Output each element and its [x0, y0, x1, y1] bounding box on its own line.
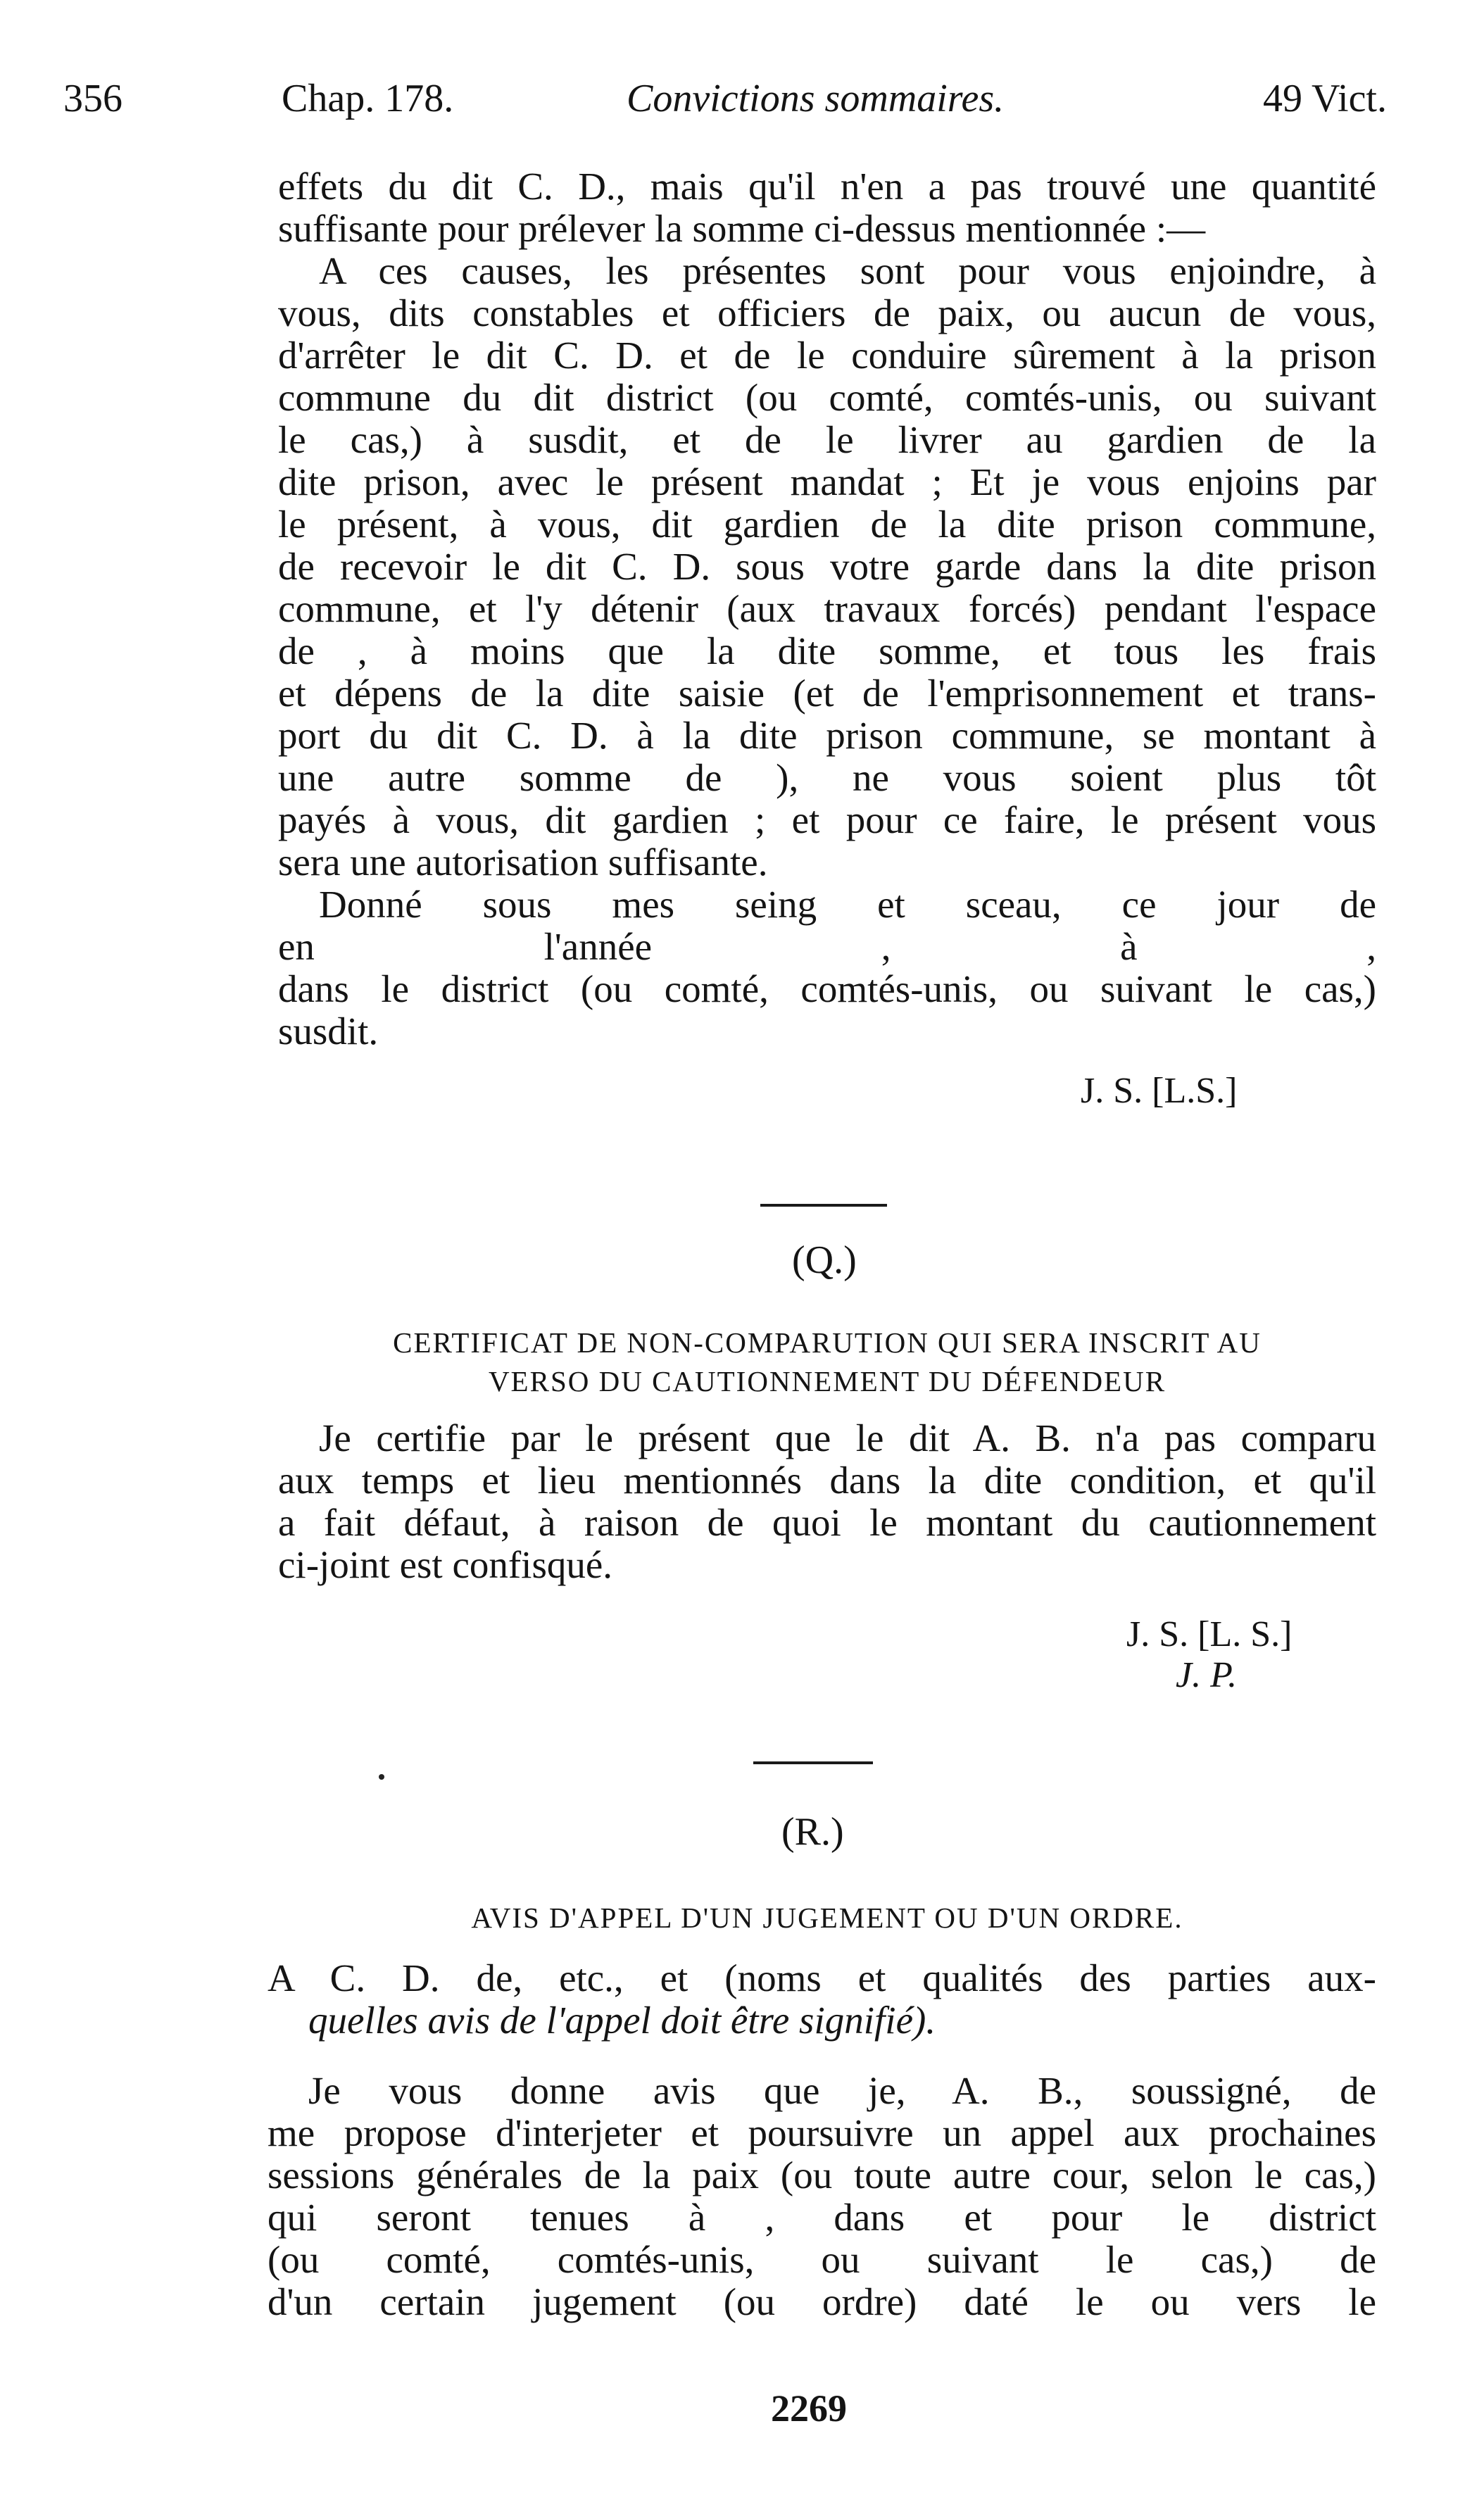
text-line: commune du dit district (ou comté, comtés-unis, ou suivant	[278, 376, 1376, 419]
chapter-label: Chap. 178.	[282, 77, 454, 120]
text-line: payés à vous, dit gardien ; et pour ce faire, le présent vous	[278, 798, 1376, 841]
ink-spot	[379, 1774, 384, 1780]
running-title: Convictions sommaires.	[627, 77, 1005, 120]
text-line: (ou comté, comtés-unis, ou suivant le cas,) de	[268, 2238, 1376, 2281]
text-line: qui seront tenues à , dans et pour le district	[268, 2196, 1376, 2239]
signature-js-q: J. S. [L. S.]	[1126, 1614, 1293, 1654]
text-line: d'arrêter le dit C. D. et de le conduire sûrement à la prison	[278, 334, 1376, 377]
text-line: de recevoir le dit C. D. sous votre garde dans la dite prison	[278, 545, 1376, 588]
certificate-text	[278, 1417, 1376, 1586]
text-line: susdit.	[278, 1010, 379, 1052]
signature-title-jp: J. P.	[1176, 1655, 1238, 1695]
text-line: Je certifie par le présent que le dit A. B. n'a pas comparu	[319, 1416, 1376, 1459]
text-line: quelles avis de l'appel doit être signifié).	[308, 1999, 936, 2042]
text-line: me propose d'interjeter et poursuivre un appel aux prochaines	[268, 2111, 1376, 2154]
section-divider	[753, 1761, 873, 1764]
text-line: ci-joint est confisqué.	[278, 1543, 613, 1586]
text-line: A ces causes, les présentes sont pour vous enjoindre, à	[319, 249, 1376, 292]
text-line: et dépens de la dite saisie (et de l'emprisonnement et trans-	[278, 672, 1376, 715]
signature-js: J. S. [L.S.]	[1081, 1071, 1238, 1111]
text-line: le cas,) à susdit, et de le livrer au gardien de la	[278, 418, 1376, 461]
text-line: en l'année , à ,	[278, 925, 1376, 968]
text-line: a fait défaut, à raison de quoi le montant du cautionnement	[278, 1501, 1376, 1544]
text-line: sera une autorisation suffisante.	[278, 841, 768, 884]
section-q-title-line2: VERSO DU CAUTIONNEMENT DU DÉFENDEUR	[488, 1365, 1167, 1397]
text-line: effets du dit C. D., mais qu'il n'en a pas trouvé une quantité	[278, 165, 1376, 208]
appeal-notice-text	[268, 2070, 1376, 2323]
text-line: une autre somme de ), ne vous soient plus tôt	[278, 756, 1376, 799]
running-header	[63, 76, 1387, 125]
text-line: suffisante pour prélever la somme ci-dessus mentionnée :—	[278, 207, 1206, 250]
text-line: sessions générales de la paix (ou toute autre cour, selon le cas,)	[268, 2154, 1376, 2197]
text-line: Donné sous mes seing et sceau, ce jour de	[319, 883, 1376, 926]
footer-page-number: 2269	[771, 2387, 847, 2430]
section-divider	[760, 1204, 887, 1207]
section-r-title: AVIS D'APPEL D'UN JUGEMENT OU D'UN ORDRE.	[471, 1902, 1183, 1934]
section-q-title-line1: CERTIFICAT DE NON-COMPARUTION QUI SERA INSCRIT AU	[393, 1326, 1262, 1359]
page-number: 356	[63, 77, 122, 120]
text-line: aux temps et lieu mentionnés dans la dite condition, et qu'il	[278, 1459, 1376, 1502]
text-line: A C. D. de, etc., et (noms et qualités des parties aux-	[268, 1956, 1376, 1999]
text-line: de , à moins que la dite somme, et tous les frais	[278, 629, 1376, 672]
text-line: dite prison, avec le présent mandat ; Et je vous enjoins par	[278, 460, 1376, 503]
section-letter-q: (Q.)	[792, 1238, 857, 1282]
text-line: vous, dits constables et officiers de paix, ou aucun de vous,	[278, 291, 1376, 334]
warrant-text	[278, 165, 1376, 1052]
section-letter-r: (R.)	[781, 1810, 844, 1854]
appeal-address	[268, 1957, 1376, 2042]
text-line: Je vous donne avis que je, A. B., soussigné, de	[308, 2069, 1376, 2112]
text-line: le présent, à vous, dit gardien de la dite prison commune,	[278, 503, 1376, 546]
text-line: dans le district (ou comté, comtés-unis, ou suivant le cas,)	[278, 967, 1376, 1010]
text-line: port du dit C. D. à la dite prison commune, se montant à	[278, 714, 1376, 757]
text-line: commune, et l'y détenir (aux travaux forcés) pendant l'espace	[278, 587, 1376, 630]
regnal-year: 49 Vict.	[1262, 77, 1387, 120]
text-line: d'un certain jugement (ou ordre) daté le ou vers le	[268, 2280, 1376, 2323]
